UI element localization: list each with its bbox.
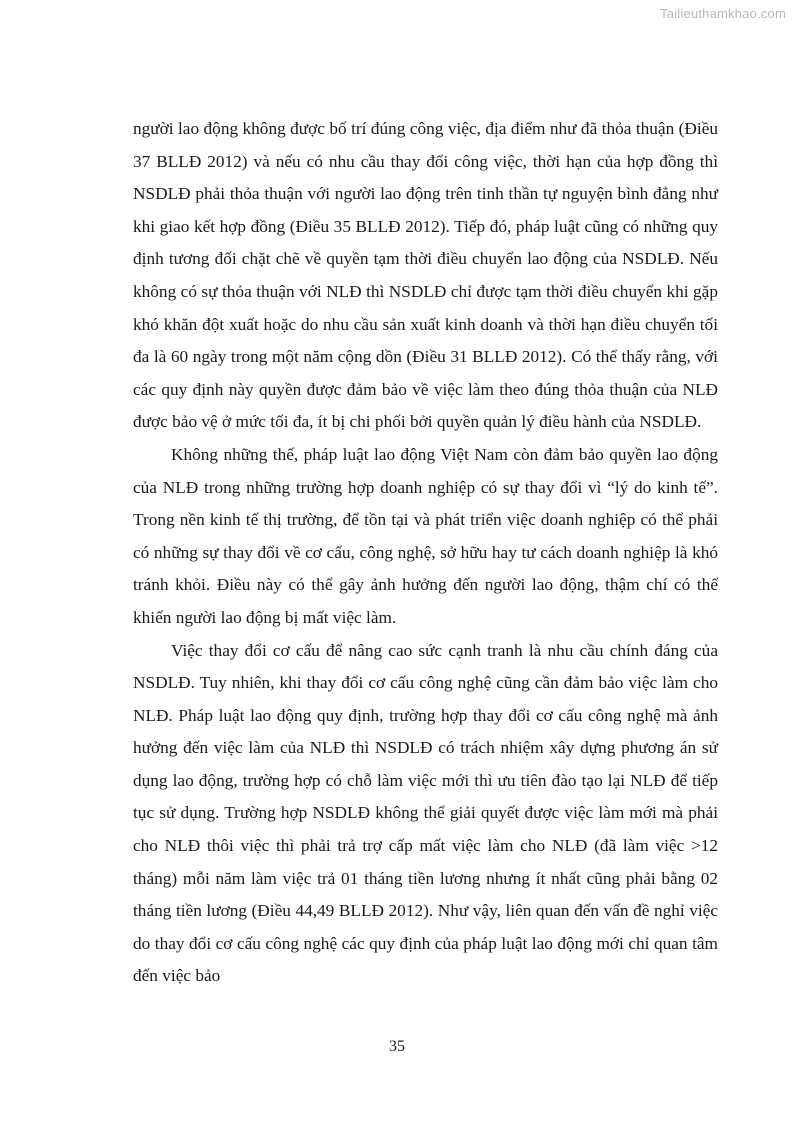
page-body [133,113,718,993]
paragraph-economic-reasons: Không những thế, pháp luật lao động Việt Nam còn đảm bảo quyền lao động của NLĐ trong những trường hợp doanh nghiệp có sự thay đổi vì “lý do kinh tế”. Trong nền kinh tế thị trường, để tồn tại và phát triển việc doanh nghiệp có thể phải có những sự thay đổi về cơ cấu, công nghệ, sở hữu hay tư cách doanh nghiệp là khó tránh khỏi. Điều này có thể gây ảnh hưởng đến người lao động, thậm chí có thể khiến người lao động bị mất việc làm. [133,444,718,627]
paragraph-continuation: người lao động không được bố trí đúng công việc, địa điểm như đã thỏa thuận (Điều 37 BLLĐ 2012) và nếu có nhu cầu thay đổi công việc, thời hạn của hợp đồng thì NSDLĐ phải thỏa thuận với người lao động trên tinh thần tự nguyện bình đẳng như khi giao kết hợp đồng (Điều 35 BLLĐ 2012). Tiếp đó, pháp luật cũng có những quy định tương đối chặt chẽ về quyền tạm thời điều chuyển lao động của NSDLĐ. Nếu không có sự thỏa thuận với NLĐ thì NSDLĐ chỉ được tạm thời điều chuyển khi gặp khó khăn đột xuất hoặc do nhu cầu sản xuất kinh doanh và thời hạn điều chuyển tối đa là 60 ngày trong một năm cộng dồn (Điều 31 BLLĐ 2012). Có thể thấy rằng, với các quy định này quyền được đảm bảo về việc làm theo đúng thỏa thuận của NLĐ được bảo vệ ở mức tối đa, ít bị chi phối bởi quyền quản lý điều hành của NSDLĐ. [133,119,718,432]
page-number: 35 [389,1038,405,1055]
watermark: Tailieuthamkhao.com [660,6,786,21]
paragraph-restructuring: Việc thay đổi cơ cấu để nâng cao sức cạnh tranh là nhu cầu chính đáng của NSDLĐ. Tuy nhiên, khi thay đổi cơ cấu công nghệ cũng cần đảm bảo việc làm cho NLĐ. Pháp luật lao động quy định, trường hợp thay đổi cơ cấu công nghệ mà ảnh hưởng đến việc làm của NLĐ thì NSDLĐ có trách nhiệm xây dựng phương án sử dụng lao động, trường hợp có chỗ làm việc mới thì ưu tiên đào tạo lại NLĐ để tiếp tục sử dụng. Trường hợp NSDLĐ không thể giải quyết được việc làm mới mà phải cho NLĐ thôi việc thì phải trả trợ cấp mất việc làm cho NLĐ (đã làm việc >12 tháng) mỗi năm làm việc trả 01 tháng tiền lương nhưng ít nhất cũng phải bằng 02 tháng tiền lương (Điều 44,49 BLLĐ 2012). Như vậy, liên quan đến vấn đề nghỉ việc do thay đổi cơ cấu công nghệ các quy định của pháp luật lao động mới chỉ quan tâm đến việc bảo [133,640,718,986]
